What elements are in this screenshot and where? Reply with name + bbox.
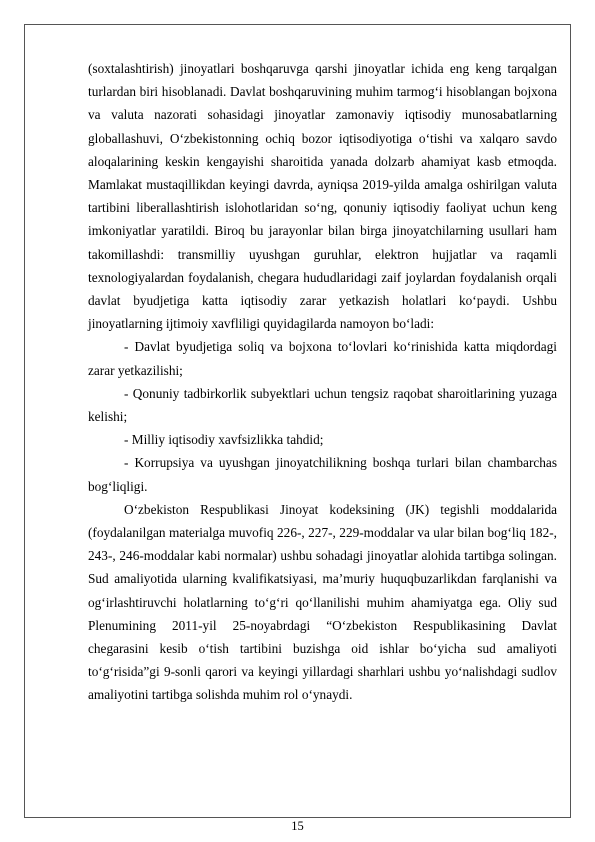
- paragraph-criminal-code: O‘zbekiston Respublikasi Jinoyat kodeksining (JK) tegishli moddalarida (foydalanilgan materialga muvofiq 226-, 227-, 229-moddalar va ular bilan bog‘liq 182-, 243-, 246-moddalar kabi normalar) ushbu sohadagi jinoyatlar alohida tartibga solingan. Sud amaliyotida ularning kvalifikatsiyasi, ma’muriy huquqbuzarlikdan farqlanishi va og‘irlashtiruvchi holatlarning to‘g‘ri qo‘llanilishi muhim ahamiyatga ega. Oliy sud Plenumining 2011-yil 25-noyabrdagi “O‘zbekiston Respublikasining Davlat chegarasini kesib o‘tish tartibini buzishga oid ishlar bo‘yicha sud amaliyoti to‘g‘risida”gi 9-sonli qarori va keyingi yillardagi sharhlari ushbu yo‘nalishdagi sudlov amaliyotini tartibga solishda muhim rol o‘ynaydi.: [88, 501, 557, 703]
- list-item-corruption-link: - Korrupsiya va uyushgan jinoyatchilikning boshqa turlari bilan chambarchas bog‘liqligi.: [88, 455, 557, 494]
- document-body: [88, 57, 557, 707]
- paragraph-intro: (soxtalashtirish) jinoyatlari boshqaruvga qarshi jinoyatlar ichida eng keng tarqalgan turlardan biri hisoblanadi. Davlat boshqaruvining muhim tarmog‘i hisoblangan bojxona va valuta nazorati sohasidagi jinoyatlar zamonaviy iqtisodiy munosabatlarning globallashuvi, O‘zbekistonning ochiq bozor iqtisodiyotiga o‘tishi va xalqaro savdo aloqalarining keskin kengayishi sharoitida yanada dolzarb ahamiyat kasb etmoqda. Mamlakat mustaqillikdan keyingi davrda, ayniqsa 2019-yilda amalga oshirilgan valuta tartibini liberallashtirish islohotlaridan so‘ng, qonuniy iqtisodiy faoliyat uchun keng imkoniyatlar yaratildi. Biroq bu jarayonlar bilan birga jinoyatchilarning usullari ham takomillashdi: transmilliy uyushgan guruhlar, elektron hujjatlar va raqamli texnologiyalardan foydalanish, chegara hududlaridagi zaif joylardan foydalanish orqali davlat byudjetiga katta iqtisodiy zarar yetkazish holatlari ko‘paydi. Ushbu jinoyatlarning ijtimoiy xavfliligi quyidagilarda namoyon bo‘ladi:: [88, 61, 557, 332]
- list-item-budget-damage: - Davlat byudjetiga soliq va bojxona to‘lovlari ko‘rinishida katta miqdordagi zarar yetkazilishi;: [88, 339, 557, 378]
- list-item-security-threat: - Milliy iqtisodiy xavfsizlikka tahdid;: [124, 432, 324, 448]
- list-item-unfair-competition: - Qonuniy tadbirkorlik subyektlari uchun tengsiz raqobat sharoitlarining yuzaga kelishi;: [88, 385, 557, 425]
- page-number: 15: [291, 819, 304, 833]
